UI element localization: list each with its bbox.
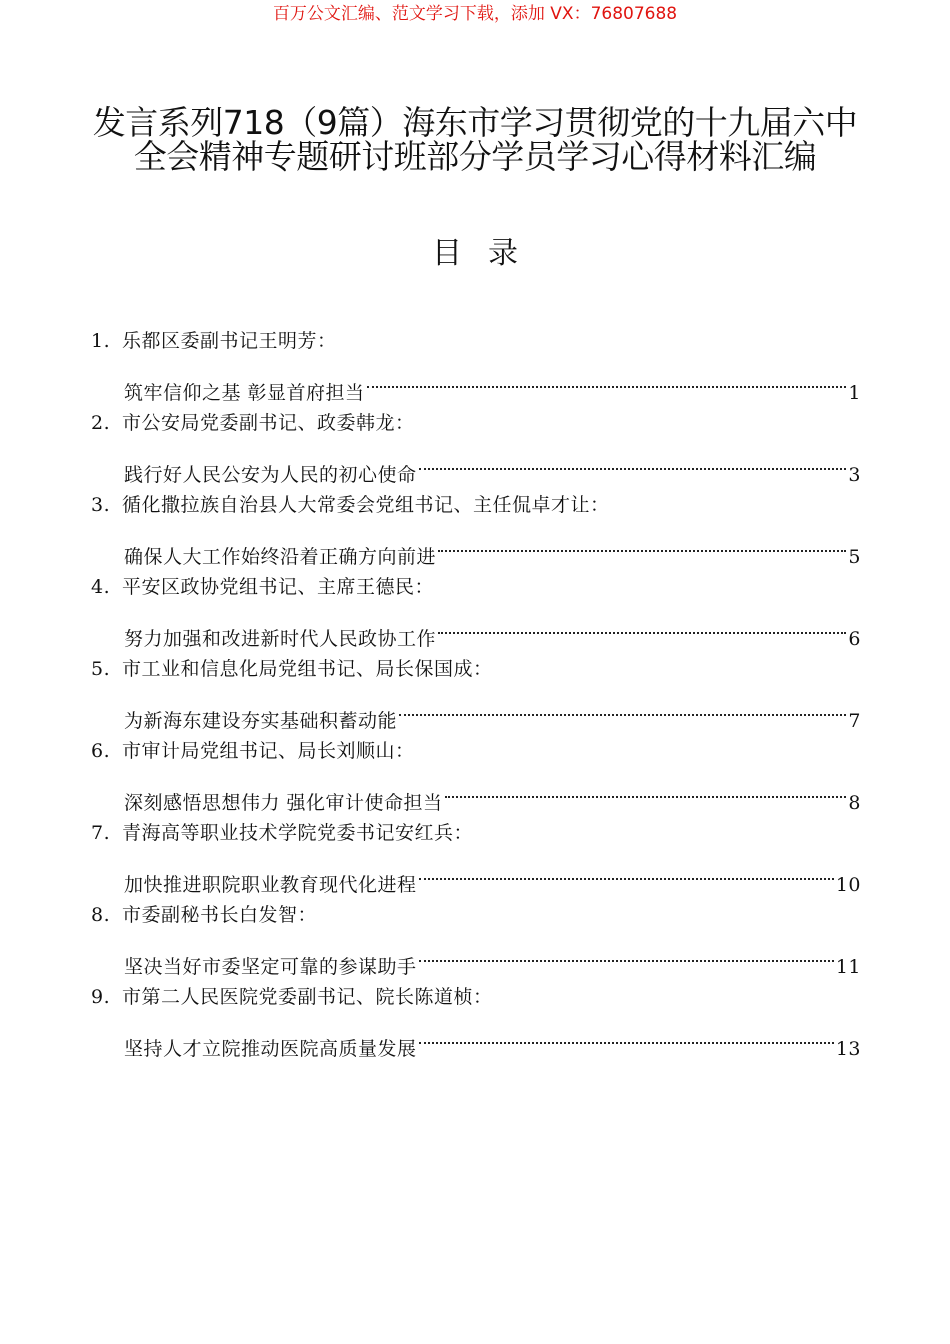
toc-speaker-line [91,488,861,529]
toc-entry [91,570,861,652]
toc-entry-number: 2. [91,412,111,434]
toc-dot-leader [438,611,846,645]
document-title: 发言系列718（9篇）海东市学习贯彻党的十九届六中全会精神专题研讨班部分学员学习心得材料汇编 [92,103,858,176]
toc-page-number: 13 [835,1038,861,1060]
toc-topic-line[interactable] [91,365,861,406]
toc-topic: 加快推进职院职业教育现代化进程 [124,874,417,896]
toc-topic-line[interactable] [91,939,861,980]
header-banner: 百万公文汇编、范文学习下载，添加 VX：76807688 [272,4,678,24]
toc-entry-number: 1. [91,330,111,352]
toc-entry [91,406,861,488]
toc-speaker: 市委副秘书长白发智： [122,904,318,926]
toc-page-number: 5 [848,546,861,568]
table-of-contents [91,324,861,1062]
toc-speaker: 乐都区委副书记王明芳： [122,330,337,352]
toc-page-number: 10 [835,874,861,896]
toc-speaker-line [91,734,861,775]
toc-topic: 确保人大工作始终沿着正确方向前进 [124,546,437,568]
toc-topic: 为新海东建设夯实基础积蓄动能 [124,710,398,732]
toc-entry-number: 8. [91,904,111,926]
toc-page-number: 7 [848,710,861,732]
toc-entry [91,324,861,406]
toc-speaker: 平安区政协党组书记、主席王德民： [122,576,435,598]
toc-topic-line[interactable] [91,1021,861,1062]
toc-topic: 筑牢信仰之基 彰显首府担当 [124,382,365,404]
toc-speaker-line [91,570,861,611]
toc-topic-line[interactable] [91,447,861,488]
toc-speaker: 市第二人民医院党委副书记、院长陈道桢： [122,986,493,1008]
toc-entry-number: 6. [91,740,111,762]
toc-topic-line[interactable] [91,775,861,816]
toc-topic-line[interactable] [91,529,861,570]
toc-speaker-line [91,980,861,1021]
toc-speaker-line [91,652,861,693]
toc-topic: 努力加强和改进新时代人民政协工作 [124,628,437,650]
toc-entry [91,980,861,1062]
toc-speaker: 循化撒拉族自治县人大常委会党组书记、主任侃卓才让： [122,494,610,516]
toc-speaker-line [91,406,861,447]
toc-entry-number: 4. [91,576,111,598]
toc-entry-number: 5. [91,658,111,680]
toc-entry [91,734,861,816]
toc-dot-leader [445,775,847,809]
toc-topic-line[interactable] [91,693,861,734]
toc-entry-number: 7. [91,822,111,844]
toc-entry [91,488,861,570]
toc-entry-number: 9. [91,986,111,1008]
toc-entry [91,898,861,980]
toc-dot-leader [419,447,847,481]
toc-page-number: 11 [835,956,861,978]
toc-entry-number: 3. [91,494,111,516]
toc-page-number: 3 [848,464,861,486]
toc-speaker-line [91,816,861,857]
toc-dot-leader [399,693,846,727]
toc-speaker-line [91,324,861,365]
toc-topic: 践行好人民公安为人民的初心使命 [124,464,417,486]
toc-entry [91,816,861,898]
toc-speaker: 市审计局党组书记、局长刘顺山： [122,740,415,762]
toc-speaker: 市公安局党委副书记、政委韩龙： [122,412,415,434]
toc-page-number: 6 [848,628,861,650]
toc-topic: 深刻感悟思想伟力 强化审计使命担当 [124,792,443,814]
toc-page-number: 1 [848,382,861,404]
toc-dot-leader [438,529,846,563]
toc-entry [91,652,861,734]
toc-speaker: 市工业和信息化局党组书记、局长保国成： [122,658,493,680]
toc-heading: 目录 [432,236,544,271]
toc-topic-line[interactable] [91,857,861,898]
toc-speaker-line [91,898,861,939]
toc-topic: 坚持人才立院推动医院高质量发展 [124,1038,417,1060]
toc-dot-leader [419,1021,834,1055]
toc-dot-leader [367,365,847,399]
toc-topic-line[interactable] [91,611,861,652]
toc-page-number: 8 [848,792,861,814]
toc-dot-leader [419,939,834,973]
toc-dot-leader [419,857,834,891]
toc-speaker: 青海高等职业技术学院党委书记安红兵： [122,822,474,844]
toc-topic: 坚决当好市委坚定可靠的参谋助手 [124,956,417,978]
